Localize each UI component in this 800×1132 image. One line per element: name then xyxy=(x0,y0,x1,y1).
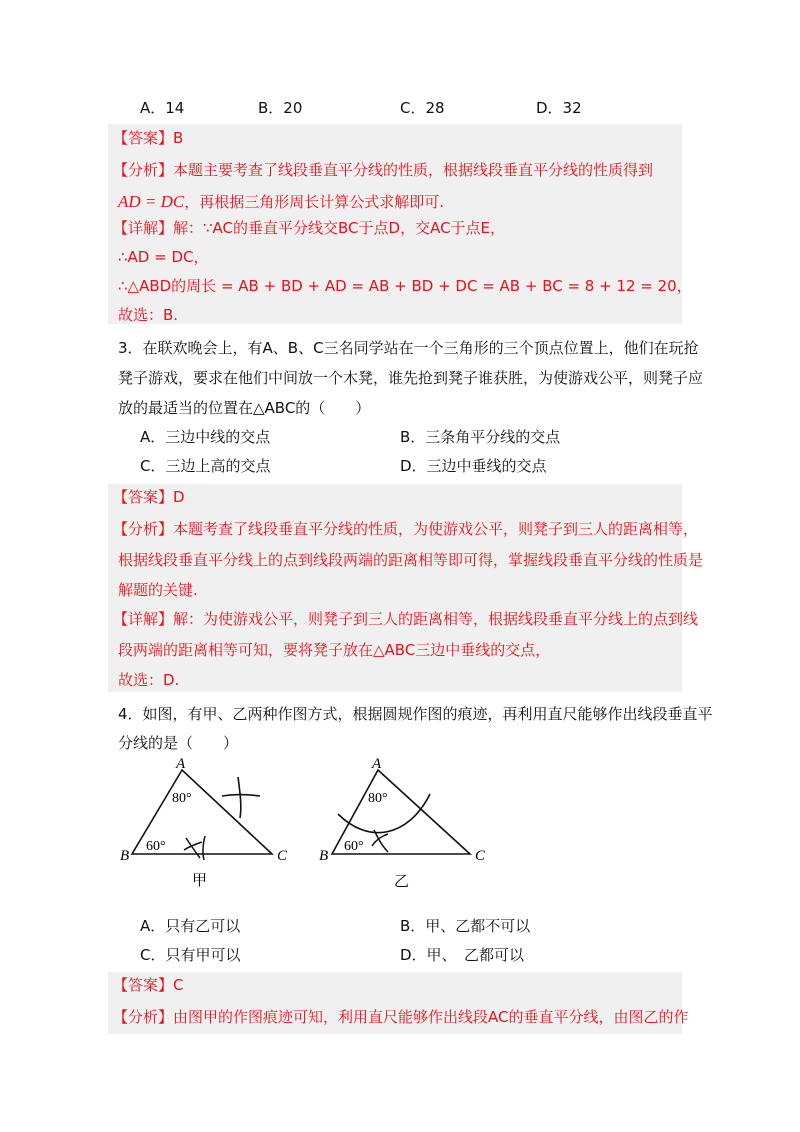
q2-detail-line-1: 【详解】解：∵AC的垂直平分线交BC于点D，交AC于点E， xyxy=(113,219,506,237)
answer-value: C xyxy=(173,976,184,994)
q3-stem-line-1: 3．在联欢晚会上，有A、B、C三名同学站在一个三角形的三个顶点位置上，他们在玩抢 xyxy=(118,339,699,357)
triangle-jia xyxy=(120,756,288,889)
angle-label-b: 60° xyxy=(344,839,364,854)
angle-label-b: 60° xyxy=(146,839,166,854)
answer-value: B xyxy=(173,129,184,147)
q2-analysis-line-2: AD = DC，再根据三角形周长计算公式求解即可. xyxy=(118,192,445,211)
answer-tag: 【答案】 xyxy=(113,129,174,147)
answer-tag: 【答案】 xyxy=(113,488,174,506)
caption-yi: 乙 xyxy=(394,874,410,890)
q4-option-a: A．只有乙可以 xyxy=(140,917,241,935)
q3-analysis-line-1: 【分析】本题考查了线段垂直平分线的性质，为使游戏公平，则凳子到三人的距离相等， xyxy=(113,520,699,538)
q3-option-a: A．三边中线的交点 xyxy=(140,428,271,446)
q4-stem-line-2: 分线的是（ ） xyxy=(118,734,239,752)
analysis-tag: 【分析】 xyxy=(113,161,174,179)
q3-option-c: C．三边上高的交点 xyxy=(140,457,271,475)
q4-analysis-line-1: 【分析】由图甲的作图痕迹可知，利用直尺能够作出线段AC的垂直平分线，由图乙的作 xyxy=(113,1008,689,1026)
compass-arc-trace xyxy=(222,795,260,797)
q4-figures xyxy=(110,752,510,892)
q3-detail-line-2: 段两端的距离相等可知，要将凳子放在△ABC三边中垂线的交点， xyxy=(118,641,551,659)
q2-option-b: B．20 xyxy=(258,99,303,117)
caption-jia: 甲 xyxy=(192,873,208,889)
q3-analysis-line-3: 解题的关键. xyxy=(118,581,198,599)
q2-detail-line-2: ∴AD = DC， xyxy=(118,248,209,266)
compass-arc-trace xyxy=(203,836,205,860)
q4-option-b: B．甲、乙都不可以 xyxy=(400,917,531,935)
q3-analysis-line-2: 根据线段垂直平分线上的点到线段两端的距离相等即可得，掌握线段垂直平分线的性质是 xyxy=(118,551,704,569)
q3-answer xyxy=(113,490,185,505)
answer-value: D xyxy=(173,488,185,506)
vertex-label-a: A xyxy=(372,756,382,772)
q2-option-c: C．28 xyxy=(400,99,445,117)
detail-tag: 【详解】 xyxy=(113,610,174,628)
vertex-label-b: B xyxy=(319,848,329,864)
q3-detail-line-1: 【详解】解：为使游戏公平，则凳子到三人的距离相等，根据线段垂直平分线上的点到线 xyxy=(113,610,699,628)
vertex-label-c: C xyxy=(475,848,486,864)
q3-option-b: B．三条角平分线的交点 xyxy=(400,428,561,446)
analysis-tag: 【分析】 xyxy=(113,1008,174,1026)
triangle-yi xyxy=(319,756,486,890)
q3-option-d: D．三边中垂线的交点 xyxy=(400,457,547,475)
q4-option-c: C．只有甲可以 xyxy=(140,946,241,964)
angle-label-a: 80° xyxy=(172,791,192,806)
q2-detail-line-3: ∴△ABD的周长 = AB + BD + AD = AB + BD + DC = AB + BC = 8 + 12 = 20， xyxy=(118,277,692,295)
q2-analysis-line-1: 【分析】本题主要考查了线段垂直平分线的性质，根据线段垂直平分线的性质得到 xyxy=(113,161,654,179)
q4-answer xyxy=(113,978,184,993)
q3-stem-line-3: 放的最适当的位置在△ABC的（ ） xyxy=(118,399,371,417)
vertex-label-b: B xyxy=(120,848,130,864)
q2-answer xyxy=(113,131,183,146)
q2-conclusion: 故选：B. xyxy=(118,306,179,324)
compass-arc-trace xyxy=(238,777,241,818)
detail-tag: 【详解】 xyxy=(113,219,174,237)
q3-stem-line-2: 凳子游戏，要求在他们中间放一个木凳，谁先抢到凳子谁获胜，为使游戏公平，则凳子应 xyxy=(118,369,704,387)
angle-label-a: 80° xyxy=(368,791,388,806)
answer-tag: 【答案】 xyxy=(113,976,174,994)
vertex-label-a: A xyxy=(176,756,186,772)
q2-option-d: D．32 xyxy=(536,99,582,117)
analysis-tag: 【分析】 xyxy=(113,520,174,538)
q2-option-a: A．14 xyxy=(140,99,185,117)
q4-option-d: D．甲、 乙都可以 xyxy=(400,946,525,964)
vertex-label-c: C xyxy=(277,848,288,864)
q4-stem-line-1: 4．如图，有甲、乙两种作图方式，根据圆规作图的痕迹，再利用直尺能够作出线段垂直平 xyxy=(118,705,713,723)
q3-conclusion: 故选：D. xyxy=(118,671,180,689)
